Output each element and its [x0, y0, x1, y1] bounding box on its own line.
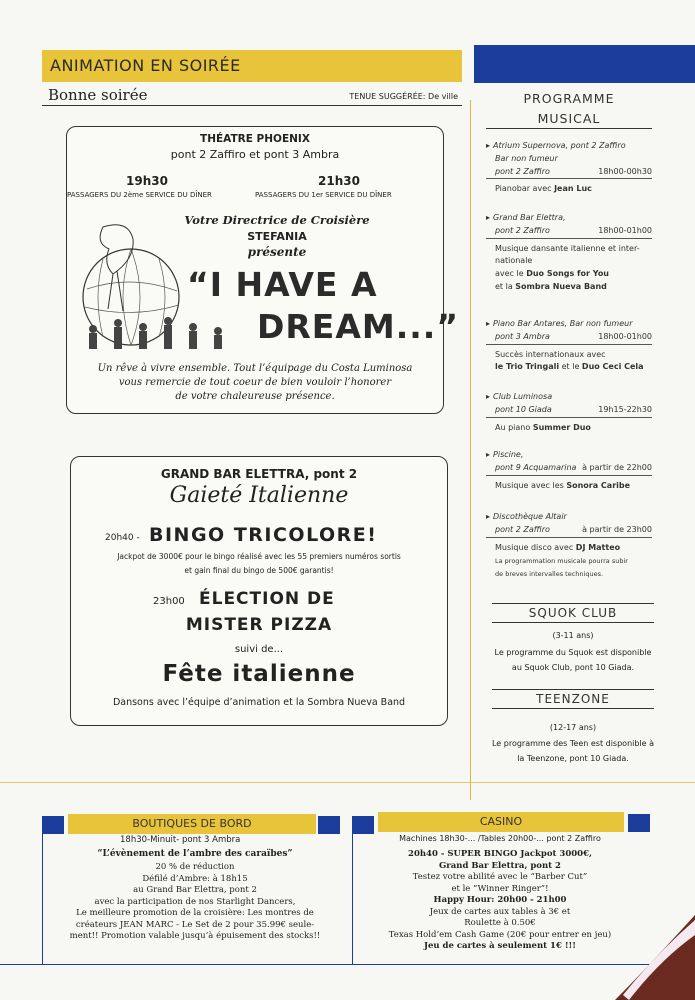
- teen-title: TEENZONE: [536, 692, 610, 706]
- election-line-1: ÉLECTION DE: [199, 589, 335, 609]
- election-time: 23h00: [153, 596, 185, 607]
- entry-desc: Musique avec les: [495, 480, 564, 490]
- boutiques-blue-left: [42, 816, 64, 834]
- casino-title: CASINO: [479, 815, 523, 828]
- casino-details: [370, 849, 630, 953]
- casino-cards-3: Jeu de cartes à seulement 1€ !!!: [423, 941, 577, 951]
- boutiques-line: 20 % de réduction: [155, 862, 235, 872]
- entry-venue: ▸ Piscine,: [486, 449, 652, 462]
- entry-desc: Pianobar avec: [495, 184, 552, 194]
- entry-desc-4: et la: [495, 281, 513, 291]
- teen-line-2: la Teenzone, pont 10 Giada.: [517, 754, 629, 763]
- entry-venue: ▸ Club Luminosa: [486, 391, 652, 404]
- programme-entry-antares: [486, 318, 652, 374]
- entry-artist: le Trio Tringali: [495, 362, 560, 372]
- teen-line-1: Le programme des Teen est disponible à: [491, 739, 655, 748]
- boutiques-line: avec la participation de nos Starlight Dancers,: [94, 896, 296, 907]
- entry-desc: Musique dansante italienne et inter-: [495, 243, 640, 253]
- entry-time: 18h00-01h00: [598, 225, 652, 235]
- greeting: Bonne soirée: [48, 86, 148, 104]
- programme-note-1: La programmation musicale pourra subir: [495, 557, 628, 566]
- theatre-desc-2: vous remercie de tout coeur de bien vouloir l’honorer: [118, 377, 392, 388]
- bingo-jackpot-1: Jackpot de 3000€ pour le bingo réalisé avec les 55 premiers numéros sortis: [117, 552, 401, 561]
- casino-hours: Machines 18h30-... /Tables 20h00-... pont 2 Zaffiro: [399, 834, 601, 843]
- director-name: STEFANIA: [247, 230, 307, 243]
- programme-title-1: PROGRAMME: [523, 91, 615, 106]
- entry-time: à partir de 23h00: [582, 524, 652, 534]
- entry-desc: Succès internationaux avec: [495, 349, 606, 359]
- theatre-desc-3: de votre chaleureuse présence.: [175, 391, 335, 402]
- entry-deck: pont 2 Zaffiro: [495, 225, 550, 235]
- boutiques-line: Le meilleure promotion de la croisière: Les montres de: [76, 908, 314, 918]
- entry-mid: et le: [561, 362, 580, 372]
- entry-desc-3: avec le: [495, 269, 524, 279]
- show-time-1-note: PASSAGERS DU 2ème SERVICE DU DÎNER: [67, 191, 212, 199]
- theatre-venue: THÉATRE PHOENIX: [200, 133, 310, 145]
- entry-artist: Jean Luc: [554, 184, 592, 194]
- boutiques-headline: “L’évènement de l’ambre des caraïbes”: [97, 849, 293, 859]
- entry-time: à partir de 22h00: [582, 462, 652, 472]
- theatre-desc-1: Un rêve à vivre ensemble. Tout l’équipage du Costa Luminosa: [97, 363, 413, 374]
- page-curl-icon: [615, 915, 695, 1000]
- programme-entry-atrium: [486, 140, 652, 196]
- programme-entry-piscine: [486, 449, 652, 492]
- dress-code: TENUE SUGGÉRÉE: De ville: [349, 92, 458, 101]
- presents: présente: [247, 245, 307, 259]
- boutiques-side-line: [42, 834, 43, 964]
- casino-blue-left: [352, 816, 374, 834]
- casino-blue-right: [628, 814, 650, 832]
- casino-title-bar: [378, 812, 624, 832]
- casino-test-2: et le “Winner Ringer”!: [451, 883, 549, 894]
- squok-title: SQUOK CLUB: [528, 606, 618, 620]
- casino-texas: Texas Hold’em Cash Game (20€ pour entrer en jeu): [388, 929, 612, 940]
- show-title-line-1: “I HAVE A: [187, 265, 378, 304]
- casino-bingo-1: 20h40 - SUPER BINGO Jackpot 3000€,: [408, 849, 592, 859]
- entry-time: 18h00-00h30: [598, 166, 652, 176]
- boutiques-blue-right: [318, 816, 340, 834]
- show-time-1: 19h30: [126, 174, 168, 188]
- entry-artist: Sonora Caribe: [566, 480, 631, 490]
- boutiques-title-bar: [68, 814, 316, 834]
- entry-desc-2: nationale: [495, 256, 533, 266]
- entry-desc: Au piano: [495, 422, 531, 432]
- entry-artist: Summer Duo: [532, 422, 591, 432]
- entry-time: 19h15-22h30: [598, 404, 652, 414]
- entry-desc: Musique disco avec: [495, 542, 574, 552]
- subheader: [42, 86, 462, 106]
- entry-deck: pont 2 Zaffiro: [495, 524, 550, 534]
- teen-age: (12-17 ans): [549, 723, 597, 732]
- casino-test-1: Testez votre abilité avec le “Barber Cut”: [412, 872, 588, 882]
- bar-theme: Gaieté Italienne: [169, 483, 349, 508]
- column-divider: [470, 100, 471, 800]
- fete-title: Fête italienne: [162, 661, 356, 687]
- squok-age: (3-11 ans): [552, 631, 594, 640]
- director-intro: Votre Directrice de Croisière: [184, 213, 370, 227]
- boutiques-lines: [50, 862, 340, 943]
- show-time-2-note: PASSAGERS DU 1er SERVICE DU DÎNER: [255, 191, 392, 199]
- entry-venue-2: Bar non fumeur: [495, 153, 558, 163]
- show-time-2: 21h30: [318, 174, 360, 188]
- entry-time: 18h00-01h00: [598, 331, 652, 341]
- followed-by: suivi de...: [234, 644, 284, 655]
- programme-entry-club-luminosa: [486, 391, 652, 434]
- entry-deck: pont 3 Ambra: [495, 331, 550, 341]
- squok-line-1: Le programme du Squok est disponible: [494, 648, 652, 657]
- bingo-time: 20h40 -: [105, 533, 140, 543]
- entry-deck: pont 9 Acquamarina: [495, 462, 577, 472]
- entry-venue: ▸ Discothèque Altair: [486, 511, 652, 524]
- casino-cards-2: Roulette à 0.50€: [464, 918, 536, 928]
- bar-venue: GRAND BAR ELETTRA, pont 2: [160, 467, 358, 481]
- casino-bingo-2: Grand Bar Elettra, pont 2: [439, 860, 561, 871]
- casino-cards-1: Jeux de cartes aux tables à 3€ et: [429, 906, 571, 917]
- header-banner: [42, 50, 462, 82]
- show-title-line-2: DREAM...”: [257, 307, 460, 346]
- entry-deck: pont 10 Giada: [495, 404, 552, 414]
- header-blue-banner: [474, 45, 695, 83]
- squok-title-bar: [492, 603, 654, 623]
- theatre-box: [66, 126, 460, 414]
- programme-note-2: de breves intervalles techniques.: [495, 569, 604, 578]
- entry-venue: ▸ Atrium Supernova, pont 2 Zaffiro: [486, 140, 652, 153]
- programme-entry-altair: [486, 511, 652, 579]
- bar-box: [70, 456, 448, 726]
- teen-title-bar: [492, 689, 654, 709]
- bottom-blue-line: [0, 964, 695, 965]
- entry-artist-2: Duo Ceci Cela: [581, 362, 644, 372]
- election-line-2: MISTER PIZZA: [185, 615, 333, 635]
- page-title: ANIMATION EN SOIRÉE: [50, 56, 241, 75]
- entry-deck: pont 2 Zaffiro: [495, 166, 550, 176]
- entry-artist: DJ Matteo: [575, 542, 621, 552]
- boutiques-hours: 18h30-Minuit- pont 3 Ambra: [120, 835, 241, 845]
- entry-artist-2: Sombra Nueva Band: [515, 281, 607, 291]
- boutiques-title: BOUTIQUES DE BORD: [132, 817, 252, 830]
- bingo-jackpot-2: et gain final du bingo de 500€ garantis!: [184, 566, 334, 575]
- bingo-title: BINGO TRICOLORE!: [149, 524, 378, 546]
- boutiques-line: Défilé d’Ambre: à 18h15: [142, 873, 248, 884]
- programme-entry-elettra: [486, 212, 652, 294]
- theatre-deck: pont 2 Zaffiro et pont 3 Ambra: [170, 148, 340, 161]
- casino-happy-hour: Happy Hour: 20h00 - 21h00: [433, 895, 567, 905]
- programme-title-2: MUSICAL: [486, 111, 652, 129]
- entry-venue: ▸ Piano Bar Antares, Bar non fumeur: [486, 318, 652, 331]
- squok-line-2: au Squok Club, pont 10 Giada.: [511, 663, 635, 672]
- boutiques-line: ment!! Promotion valable jusqu’à épuisement des stocks!!: [69, 931, 321, 941]
- dance-line: Dansons avec l’équipe d’animation et la Sombra Nueva Band: [112, 697, 406, 708]
- entry-venue: ▸ Grand Bar Elettra,: [486, 212, 652, 225]
- boutiques-line: créateurs JEAN MARC - Le Set de 2 pour 35.99€ seule-: [75, 919, 315, 930]
- bottom-divider: [0, 782, 695, 783]
- entry-artist: Duo Songs for You: [526, 269, 610, 279]
- boutiques-line: au Grand Bar Elettra, pont 2: [133, 885, 257, 895]
- casino-side-line: [352, 834, 353, 964]
